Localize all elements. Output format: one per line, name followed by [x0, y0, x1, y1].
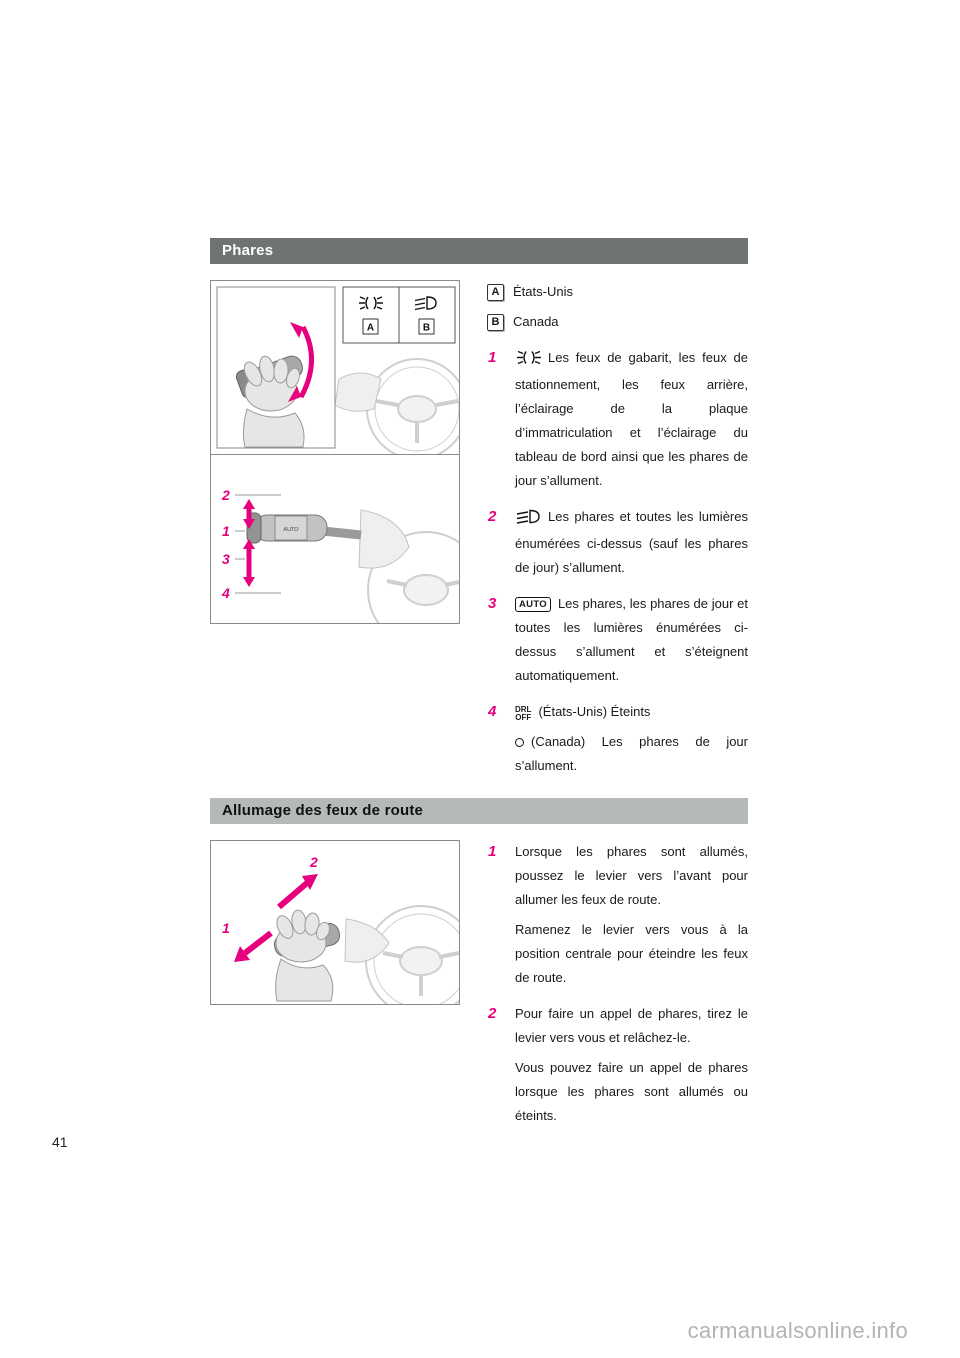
step-text: Les phares et toutes les lumières énumérées ci-dessus (sauf les phares de jour) s’allument. — [515, 509, 748, 575]
figure-lever-rotation-graphic — [211, 281, 459, 454]
callout-leader-lines — [235, 495, 281, 593]
phares-step-4 — [487, 700, 748, 778]
steering-column-sketch — [335, 373, 381, 411]
legend-label-canada: Canada — [513, 314, 559, 329]
steering-wheel-sketch — [366, 906, 459, 1004]
parking-lights-icon — [515, 349, 541, 373]
step-number: 1 — [488, 843, 497, 860]
step-number: 3 — [488, 595, 497, 612]
lever-auto-marking: AUTO — [283, 527, 299, 533]
phares-step-3 — [487, 592, 748, 688]
callout-1: 1 — [222, 523, 230, 539]
key-b-badge: B — [487, 314, 504, 331]
step-text: (États-Unis) Éteints — [538, 704, 651, 719]
lever-closeup-box — [217, 287, 335, 448]
figure-callout-a: A — [366, 322, 375, 334]
phares-row — [210, 280, 748, 778]
lever-sketch — [247, 513, 327, 543]
figure-high-beam-graphic — [211, 841, 459, 1004]
feux-route-text-column — [460, 840, 748, 1128]
phares-figures — [210, 280, 460, 624]
step-text: Lorsque les phares sont allumés, poussez le levier vers l’avant pour allumer les feux de route. — [515, 844, 748, 907]
step-number: 4 — [488, 703, 497, 720]
figure-callout-b: B — [422, 322, 431, 334]
callout-2: 2 — [310, 854, 318, 870]
step-text: Pour faire un appel de phares, tirez le levier vers vous et relâchez-le. — [515, 1006, 748, 1045]
phares-text-column — [460, 280, 748, 778]
feux-route-step-2 — [487, 1002, 748, 1128]
auto-mode-badge: AUTO — [515, 597, 551, 612]
daytime-running-light-icon — [515, 738, 524, 747]
hand-sketch — [274, 909, 333, 1001]
page-number: 41 — [52, 1134, 68, 1150]
callout-1: 1 — [222, 920, 230, 936]
section-title: Phares — [222, 242, 274, 259]
step-subtext: (Canada) Les phares de jour s’allument. — [515, 734, 748, 773]
drl-off-badge — [515, 706, 531, 722]
section-title: Allumage des feux de route — [222, 802, 424, 819]
figure-lever-rotation — [210, 280, 460, 455]
legend-label-us: États-Unis — [513, 284, 573, 299]
steering-wheel-sketch — [367, 359, 459, 454]
legend-row-canada — [487, 310, 748, 334]
section-header-feux-de-route — [210, 798, 748, 824]
step-text: Les phares, les phares de jour et toutes les lumières énumérées ci-dessus s’allument et s’éteignent automatiquement. — [515, 596, 748, 683]
step-subtext: Vous pouvez faire un appel de phares lorsque les phares sont allumés ou éteints. — [515, 1060, 748, 1123]
feux-route-row — [210, 840, 748, 1128]
figure-lever-positions-graphic — [211, 455, 459, 623]
phares-step-1 — [487, 346, 748, 493]
step-number: 1 — [488, 349, 497, 366]
headlight-icon — [515, 508, 541, 532]
step-number: 2 — [488, 508, 497, 525]
figure-legend-panel — [343, 287, 455, 343]
section-header-phares — [210, 238, 748, 264]
watermark: carmanualsonline.info — [687, 1318, 908, 1343]
step-text: Les feux de gabarit, les feux de stationnement, les feux arrière, l’éclairage de la plaque d’immatriculation et l’éclairage du tableau de bord ainsi que les phares de jour s’allument. — [515, 350, 748, 488]
feux-route-figures — [210, 840, 460, 1005]
lever-stalk-sketch — [323, 531, 361, 535]
step-subtext: Ramenez le levier vers vous à la position centrale pour éteindre les feux de route. — [515, 922, 748, 985]
figure-callouts — [221, 487, 230, 601]
phares-step-2 — [487, 505, 748, 580]
step-number: 2 — [488, 1005, 497, 1022]
push-forward-arrow — [279, 874, 318, 907]
off-label: OFF — [515, 713, 532, 722]
callout-3: 3 — [222, 551, 230, 567]
pull-back-arrow — [234, 933, 271, 962]
callout-2: 2 — [222, 487, 230, 503]
drl-label: DRL — [515, 705, 532, 714]
figure-high-beam-lever — [210, 840, 460, 1005]
legend-row-us — [487, 280, 748, 304]
steering-column-sketch — [345, 919, 389, 962]
callout-4: 4 — [222, 585, 230, 601]
step-subparagraph — [515, 730, 748, 778]
page-content — [210, 238, 748, 1128]
figure-lever-positions — [210, 454, 460, 624]
feux-route-step-1 — [487, 840, 748, 990]
key-a-badge: A — [487, 284, 504, 301]
steering-column-sketch — [359, 510, 409, 568]
